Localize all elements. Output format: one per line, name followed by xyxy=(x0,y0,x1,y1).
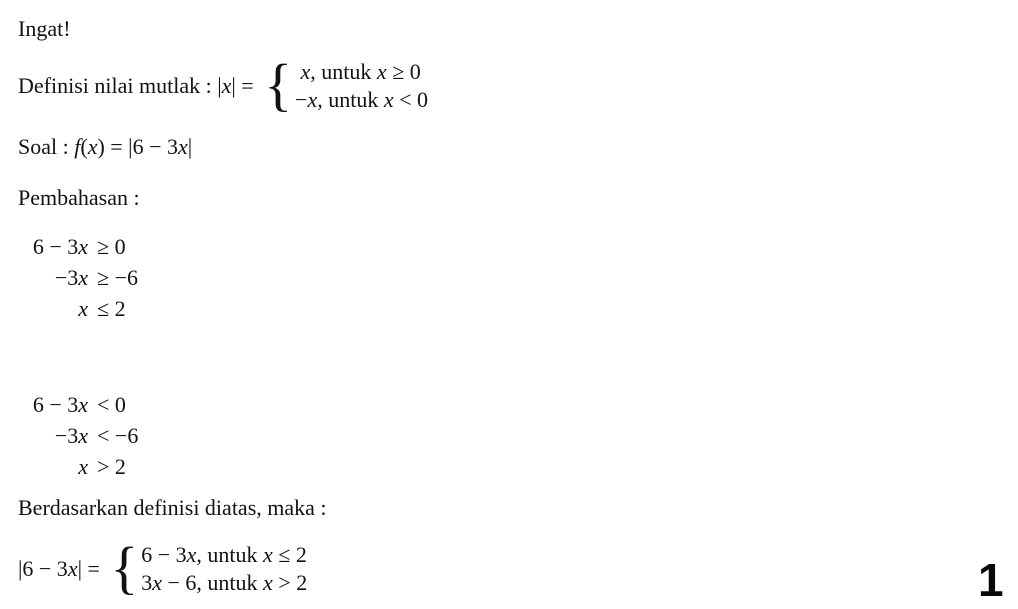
derivation-row xyxy=(18,451,138,482)
conclusion-lead: |6 − 3x| = xyxy=(18,556,106,581)
equation-rhs: < 0 xyxy=(97,392,126,417)
derivation-case2 xyxy=(18,389,138,482)
definition-case-nonnegative: x, untuk x ≥ 0 xyxy=(300,59,421,84)
problem-statement: Soal : f(x) = |6 − 3x| xyxy=(18,134,193,159)
conclusion-case-gt2: 3x − 6, untuk x > 2 xyxy=(141,570,308,595)
page-number: 1 xyxy=(978,554,1004,606)
equation-lhs: x xyxy=(78,296,88,321)
conclusion-case-le2: 6 − 3x, untuk x ≤ 2 xyxy=(141,542,307,567)
derivation-row xyxy=(18,262,138,293)
definition-lead: Definisi nilai mutlak : |x| = xyxy=(18,73,260,98)
definition-cases xyxy=(295,58,428,114)
equation-rhs: < −6 xyxy=(97,423,139,448)
left-brace: { xyxy=(264,52,293,117)
remember-heading: Ingat! xyxy=(18,16,71,41)
equation-lhs: −3x xyxy=(54,265,88,290)
derivation-row xyxy=(18,293,138,324)
equation-lhs: 6 − 3x xyxy=(32,392,88,417)
conclusion-label: Berdasarkan definisi diatas, maka : xyxy=(18,495,327,520)
equation-rhs: ≥ −6 xyxy=(97,265,138,290)
derivation-case1 xyxy=(18,231,138,324)
derivation-row xyxy=(18,231,138,262)
equation-lhs: x xyxy=(78,454,88,479)
definition-case-negative: −x, untuk x < 0 xyxy=(295,87,429,112)
discussion-label: Pembahasan : xyxy=(18,185,140,210)
equation-lhs: 6 − 3x xyxy=(32,234,88,259)
conclusion-cases xyxy=(141,541,307,597)
derivation-row xyxy=(18,420,138,451)
left-brace: { xyxy=(110,535,139,600)
absolute-value-definition xyxy=(18,52,429,117)
equation-rhs: ≥ 0 xyxy=(97,234,126,259)
conclusion-equation xyxy=(18,535,308,600)
equation-rhs: > 2 xyxy=(97,454,126,479)
equation-lhs: −3x xyxy=(54,423,88,448)
derivation-row xyxy=(18,389,138,420)
equation-rhs: ≤ 2 xyxy=(97,296,126,321)
